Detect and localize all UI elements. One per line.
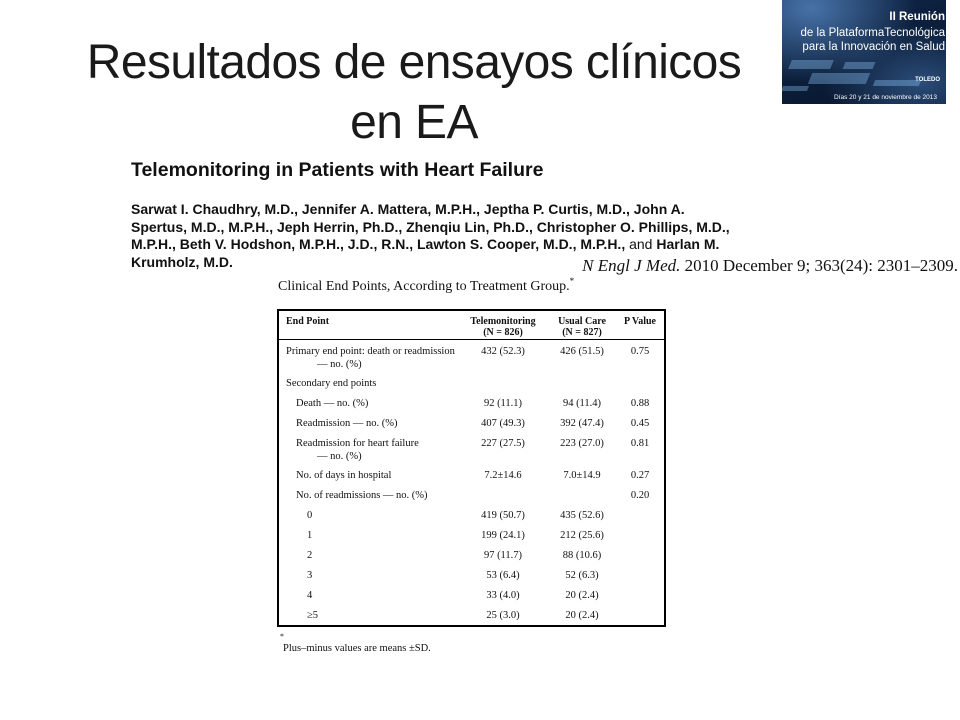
end-point-label-continued: — no. (%): [317, 451, 362, 462]
end-point-label: Readmission for heart failure: [296, 438, 419, 449]
article-title: Telemonitoring in Patients with Heart Failure: [131, 159, 544, 181]
authors-conjunction: and: [629, 236, 653, 252]
logo-dates: Días 20 y 21 de noviembre de 2013: [834, 94, 937, 101]
table-header: [279, 311, 664, 340]
telemonitoring-value: 432 (52.3): [481, 346, 525, 357]
authors-line: Krumholz, M.D.: [131, 253, 233, 270]
telemonitoring-value: 419 (50.7): [481, 510, 525, 521]
telemonitoring-value: 227 (27.5): [481, 438, 525, 449]
telemonitoring-value: 25 (3.0): [486, 610, 520, 621]
slide-title-line: en EA: [350, 96, 478, 149]
end-point-label: ≥5: [307, 610, 319, 621]
usual-care-value: 52 (6.3): [565, 570, 599, 581]
column-header-label: Usual Care: [558, 315, 606, 327]
logo-light-streak: [808, 73, 870, 84]
usual-care-value: 212 (25.6): [560, 530, 604, 541]
table-footnote: Plus–minus values are means ±SD.: [283, 642, 431, 654]
column-header-telemonitoring: [465, 316, 541, 338]
end-point-label-continued: — no. (%): [317, 359, 362, 370]
end-point-label: No. of days in hospital: [296, 470, 392, 481]
end-point-label: 0: [307, 510, 313, 521]
slide-title: [40, 33, 788, 153]
p-value: 0.88: [630, 398, 650, 409]
telemonitoring-value: 53 (6.4): [486, 570, 520, 581]
table-row: [279, 565, 664, 585]
end-points-table: [277, 309, 666, 627]
end-point-label: Readmission — no. (%): [296, 418, 398, 429]
article-citation: [582, 256, 958, 276]
authors-line: Spertus, M.D., M.P.H., Jeph Herrin, Ph.D., Zhenqiu Lin, Ph.D., Christopher O. Phillips, M.D.,: [131, 218, 730, 235]
end-point-label: Primary end point: death or readmission: [286, 346, 455, 357]
citation-details: 2010 December 9; 363(24): 2301–2309.: [684, 256, 958, 275]
logo-light-streak: [782, 86, 809, 91]
table-body: [279, 341, 664, 625]
table-row: [279, 505, 664, 525]
table-row: [279, 485, 664, 505]
column-header-label: End Point: [286, 315, 330, 327]
authors-line: Sarwat I. Chaudhry, M.D., Jennifer A. Mattera, M.P.H., Jeptha P. Curtis, M.D., John A.: [131, 201, 685, 217]
table-row: [279, 373, 664, 393]
table-row: [279, 393, 664, 413]
telemonitoring-value: 7.2±14.6: [484, 470, 522, 481]
column-header-end-point: [286, 316, 329, 327]
column-header-label: Telemonitoring: [470, 315, 536, 327]
telemonitoring-value: 97 (11.7): [483, 550, 523, 561]
telemonitoring-value: 33 (4.0): [486, 590, 520, 601]
column-header-usual-care: [544, 316, 620, 338]
table-row: [279, 605, 664, 625]
telemonitoring-value: 92 (11.1): [483, 398, 523, 409]
table-row: [279, 525, 664, 545]
p-value: 0.75: [630, 346, 650, 357]
p-value: 0.20: [630, 490, 650, 501]
authors-line: [131, 236, 730, 254]
authors-names: M.P.H., Beth V. Hodshon, M.P.H., J.D., R.N., Lawton S. Cooper, M.D., M.P.H.,: [131, 236, 626, 252]
usual-care-value: 435 (52.6): [560, 510, 604, 521]
usual-care-value: 20 (2.4): [565, 590, 599, 601]
logo-light-streak: [843, 62, 876, 69]
slide-title-line: Resultados de ensayos clínicos: [86, 36, 742, 89]
citation-journal: N Engl J Med.: [582, 256, 681, 275]
table-caption-text: Clinical End Points, According to Treatment Group.: [278, 279, 570, 294]
usual-care-value: 88 (10.6): [562, 550, 602, 561]
conference-logo: [782, 0, 946, 104]
table-row: [279, 545, 664, 565]
telemonitoring-value: 407 (49.3): [481, 418, 525, 429]
logo-city: TOLEDO: [915, 77, 940, 83]
usual-care-value: 223 (27.0): [560, 438, 604, 449]
usual-care-value: 392 (47.4): [560, 418, 604, 429]
logo-subtitle: de la PlataformaTecnológica: [800, 27, 945, 39]
logo-subtitle: para la Innovación en Salud: [802, 41, 945, 53]
table-caption-footnote-mark: *: [569, 276, 575, 286]
telemonitoring-value: 199 (24.1): [481, 530, 525, 541]
end-point-label: 2: [307, 550, 313, 561]
authors-names: Harlan M.: [656, 236, 720, 252]
usual-care-value: 7.0±14.9: [563, 470, 601, 481]
end-point-label: Secondary end points: [286, 378, 377, 389]
usual-care-value: 94 (11.4): [562, 398, 602, 409]
logo-light-streak: [788, 60, 834, 69]
table-row: [279, 465, 664, 485]
column-header-sample-size: (N = 827): [562, 326, 602, 338]
usual-care-value: 20 (2.4): [565, 610, 599, 621]
end-point-label: 4: [307, 590, 313, 601]
p-value: 0.81: [630, 438, 650, 449]
logo-light-streak: [873, 80, 921, 86]
column-header-sample-size: (N = 826): [483, 326, 523, 338]
end-point-label: No. of readmissions — no. (%): [296, 490, 428, 501]
column-header-p-value: [617, 316, 663, 327]
table-row: [279, 413, 664, 433]
p-value: 0.27: [630, 470, 650, 481]
table-row: [279, 341, 664, 373]
end-point-label: 1: [307, 530, 313, 541]
usual-care-value: 426 (51.5): [560, 346, 604, 357]
end-point-label: 3: [307, 570, 313, 581]
logo-title: II Reunión: [889, 11, 945, 23]
column-header-label: P Value: [624, 315, 656, 327]
table-row: [279, 433, 664, 465]
end-point-label: Death — no. (%): [296, 398, 369, 409]
table-caption: [278, 276, 575, 295]
p-value: 0.45: [630, 418, 650, 429]
table-row: [279, 585, 664, 605]
footnote-mark: *: [280, 632, 284, 641]
